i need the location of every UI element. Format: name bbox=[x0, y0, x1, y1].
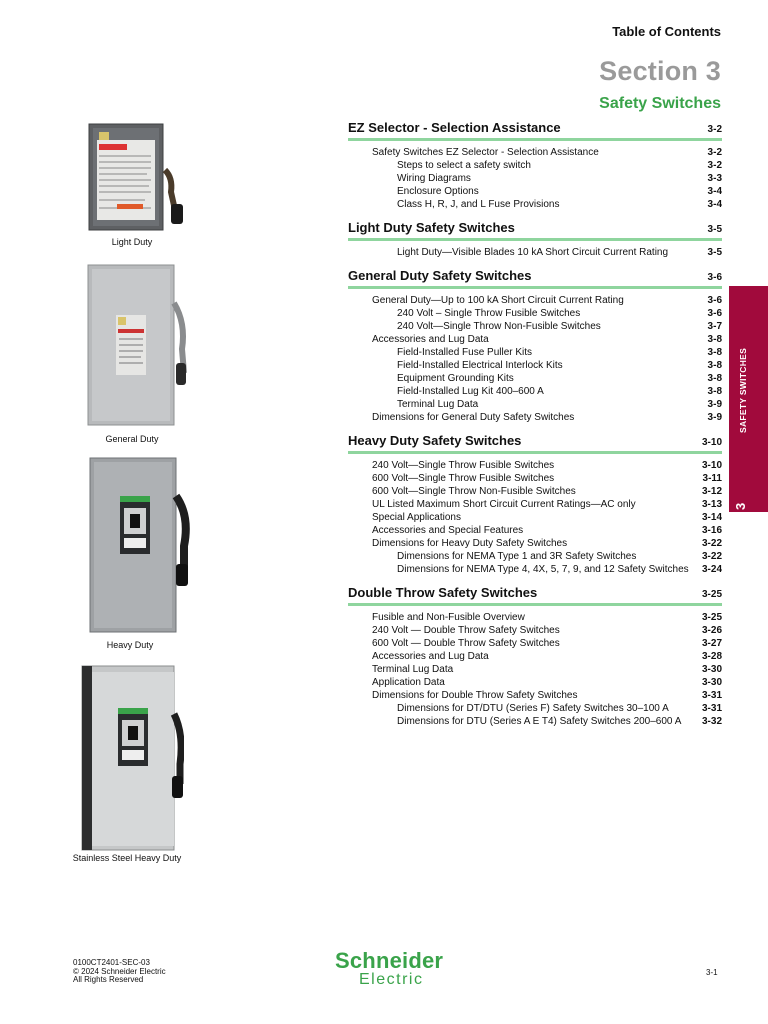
toc-entry[interactable] bbox=[348, 385, 722, 398]
toc-entry-page: 3-31 bbox=[701, 703, 722, 714]
toc-entry-text: Dimensions for Heavy Duty Safety Switches bbox=[372, 538, 568, 549]
toc-group bbox=[348, 216, 722, 264]
toc-divider bbox=[348, 238, 722, 241]
toc-entry-page: 3-4 bbox=[707, 186, 722, 197]
toc-entry[interactable] bbox=[348, 246, 722, 259]
toc-entry-text: 240 Volt – Single Throw Fusible Switches bbox=[397, 308, 581, 319]
copyright: © 2024 Schneider Electric bbox=[73, 966, 166, 976]
toc-entry-text: Dimensions for DT/DTU (Series F) Safety Switches 30–100 A bbox=[397, 703, 669, 714]
toc-group bbox=[348, 116, 722, 216]
toc-entry[interactable] bbox=[348, 159, 722, 172]
toc-entry-text: 600 Volt—Single Throw Fusible Switches bbox=[372, 473, 555, 484]
toc-entry[interactable] bbox=[348, 498, 722, 511]
caption-stainless-heavy-duty: Stainless Steel Heavy Duty bbox=[72, 853, 182, 863]
toc-entry-text: Dimensions for General Duty Safety Switches bbox=[372, 412, 575, 423]
toc-entry-text: Class H, R, J, and L Fuse Provisions bbox=[397, 199, 560, 210]
toc-entry-page: 3-8 bbox=[707, 347, 722, 358]
general-duty-switch-image bbox=[86, 263, 190, 429]
toc-entry[interactable] bbox=[348, 676, 722, 689]
toc-spacer bbox=[348, 728, 722, 733]
caption-heavy-duty: Heavy Duty bbox=[106, 640, 154, 650]
toc-divider bbox=[348, 286, 722, 289]
toc-group-heading[interactable] bbox=[348, 581, 722, 600]
toc-entry-page: 3-22 bbox=[701, 538, 722, 549]
toc-entry-text: Field-Installed Electrical Interlock Kits bbox=[397, 360, 563, 371]
toc-entry-text: Enclosure Options bbox=[397, 186, 479, 197]
toc-entry-page: 3-8 bbox=[707, 373, 722, 384]
toc-entry-page: 3-30 bbox=[701, 677, 722, 688]
toc-entry[interactable] bbox=[348, 511, 722, 524]
toc-group-title: Light Duty Safety Switches bbox=[348, 220, 515, 235]
toc-entry-text: 600 Volt — Double Throw Safety Switches bbox=[372, 638, 560, 649]
toc-entry-page: 3-5 bbox=[707, 247, 722, 258]
toc-entry-page: 3-22 bbox=[701, 551, 722, 562]
toc-entry[interactable] bbox=[348, 524, 722, 537]
toc-entry-text: 240 Volt—Single Throw Fusible Switches bbox=[372, 460, 555, 471]
toc-entry-text: Accessories and Lug Data bbox=[372, 651, 489, 662]
toc-group bbox=[348, 264, 722, 429]
toc-entry-text: Terminal Lug Data bbox=[397, 399, 479, 410]
toc-entry-text: Dimensions for NEMA Type 1 and 3R Safety Switches bbox=[397, 551, 637, 562]
toc-group bbox=[348, 429, 722, 581]
toc-entry-page: 3-4 bbox=[707, 199, 722, 210]
schneider-electric-logo bbox=[335, 950, 443, 988]
toc-entry-text: Field-Installed Fuse Puller Kits bbox=[397, 347, 533, 358]
toc-entry-page: 3-24 bbox=[701, 564, 722, 575]
toc-entry-page: 3-27 bbox=[701, 638, 722, 649]
toc-entry[interactable] bbox=[348, 146, 722, 159]
toc-entry-page: 3-7 bbox=[707, 321, 722, 332]
toc-group-title: EZ Selector - Selection Assistance bbox=[348, 120, 561, 135]
toc-entry-text: 240 Volt—Single Throw Non-Fusible Switches bbox=[397, 321, 601, 332]
light-duty-switch-image bbox=[87, 120, 191, 232]
toc-entry[interactable] bbox=[348, 320, 722, 333]
toc-entry-text: Dimensions for Double Throw Safety Switches bbox=[372, 690, 578, 701]
toc-entry[interactable] bbox=[348, 294, 722, 307]
toc-group-title: Heavy Duty Safety Switches bbox=[348, 433, 522, 448]
toc-entry-text: Terminal Lug Data bbox=[372, 664, 454, 675]
toc-group-page: 3-2 bbox=[707, 124, 722, 135]
toc-divider bbox=[348, 451, 722, 454]
toc-entry-page: 3-12 bbox=[701, 486, 722, 497]
toc-entry-page: 3-6 bbox=[707, 295, 722, 306]
toc-entry[interactable] bbox=[348, 702, 722, 715]
doc-id: 0100CT2401-SEC-03 bbox=[73, 958, 150, 967]
toc-entry[interactable] bbox=[348, 563, 722, 576]
toc-entry-page: 3-30 bbox=[701, 664, 722, 675]
toc-entry-text: Light Duty—Visible Blades 10 kA Short Circuit Current Rating bbox=[397, 247, 669, 258]
toc-entry[interactable] bbox=[348, 715, 722, 728]
toc-entry-page: 3-10 bbox=[701, 460, 722, 471]
toc-entry[interactable] bbox=[348, 637, 722, 650]
toc-group-page: 3-6 bbox=[707, 272, 722, 283]
toc-entry-text: Wiring Diagrams bbox=[397, 173, 471, 184]
toc-divider bbox=[348, 138, 722, 141]
side-tab-number: 3 bbox=[733, 502, 748, 510]
toc-group-page: 3-25 bbox=[701, 589, 722, 600]
toc-entry-text: Fusible and Non-Fusible Overview bbox=[372, 612, 525, 623]
toc-entry-page: 3-2 bbox=[707, 147, 722, 158]
page-number: 3-1 bbox=[706, 968, 718, 977]
toc-entry[interactable] bbox=[348, 689, 722, 702]
toc-entry-text: Safety Switches EZ Selector - Selection Assistance bbox=[372, 147, 599, 158]
toc-entry-text: Application Data bbox=[372, 677, 445, 688]
toc-entry[interactable] bbox=[348, 198, 722, 211]
footer-info bbox=[73, 959, 166, 985]
toc-group-heading[interactable] bbox=[348, 216, 722, 235]
toc-entry[interactable] bbox=[348, 611, 722, 624]
toc-divider bbox=[348, 603, 722, 606]
toc-entry-page: 3-8 bbox=[707, 334, 722, 345]
toc-entry[interactable] bbox=[348, 459, 722, 472]
toc-entry-page: 3-6 bbox=[707, 308, 722, 319]
toc-entry-page: 3-8 bbox=[707, 360, 722, 371]
toc-entry-page: 3-8 bbox=[707, 386, 722, 397]
toc-entry[interactable] bbox=[348, 624, 722, 637]
toc-entry-page: 3-25 bbox=[701, 612, 722, 623]
toc-group-page: 3-5 bbox=[707, 224, 722, 235]
toc-title: Table of Contents bbox=[612, 24, 721, 39]
toc-entry[interactable] bbox=[348, 411, 722, 424]
rights: All Rights Reserved bbox=[73, 975, 144, 984]
toc-group-heading[interactable] bbox=[348, 429, 722, 448]
toc-group-page: 3-10 bbox=[701, 437, 722, 448]
toc-entry-text: Dimensions for NEMA Type 4, 4X, 5, 7, 9, and 12 Safety Switches bbox=[397, 564, 689, 575]
section-side-tab[interactable] bbox=[729, 286, 768, 512]
caption-general-duty: General Duty bbox=[105, 434, 159, 444]
logo-line-1: Schneider bbox=[335, 948, 444, 973]
toc-entry-page: 3-11 bbox=[702, 473, 722, 484]
heavy-duty-switch-image bbox=[86, 456, 190, 636]
toc-entry-text: Dimensions for DTU (Series A E T4) Safety Switches 200–600 A bbox=[397, 716, 682, 727]
toc-entry-page: 3-14 bbox=[701, 512, 722, 523]
toc-entry-page: 3-3 bbox=[707, 173, 722, 184]
toc-entry[interactable] bbox=[348, 172, 722, 185]
toc-entry-text: UL Listed Maximum Short Circuit Current Ratings—AC only bbox=[372, 499, 636, 510]
toc-entry-page: 3-28 bbox=[701, 651, 722, 662]
caption-light-duty: Light Duty bbox=[111, 237, 153, 247]
toc-group-heading[interactable] bbox=[348, 264, 722, 283]
toc-group-title: General Duty Safety Switches bbox=[348, 268, 532, 283]
toc-entry[interactable] bbox=[348, 185, 722, 198]
toc-entry-text: 600 Volt—Single Throw Non-Fusible Switches bbox=[372, 486, 576, 497]
toc-entry-text: 240 Volt — Double Throw Safety Switches bbox=[372, 625, 560, 636]
toc-entry-text: Field-Installed Lug Kit 400–600 A bbox=[397, 386, 544, 397]
toc-entry-page: 3-9 bbox=[707, 412, 722, 423]
toc-entry[interactable] bbox=[348, 663, 722, 676]
toc-entry[interactable] bbox=[348, 537, 722, 550]
toc-entry-text: Equipment Grounding Kits bbox=[397, 373, 514, 384]
side-tab-label: SAFETY SWITCHES bbox=[738, 347, 748, 433]
toc-entry[interactable] bbox=[348, 372, 722, 385]
toc-entry-text: Accessories and Lug Data bbox=[372, 334, 489, 345]
toc-entry[interactable] bbox=[348, 398, 722, 411]
toc-group bbox=[348, 581, 722, 733]
stainless-heavy-duty-switch-image bbox=[80, 664, 184, 854]
toc-group-heading[interactable] bbox=[348, 116, 722, 135]
toc-entry-text: Special Applications bbox=[372, 512, 461, 523]
toc-group-title: Double Throw Safety Switches bbox=[348, 585, 538, 600]
toc-entry[interactable] bbox=[348, 307, 722, 320]
toc-entry-text: General Duty—Up to 100 kA Short Circuit Current Rating bbox=[372, 295, 624, 306]
toc-entry-page: 3-26 bbox=[701, 625, 722, 636]
table-of-contents bbox=[348, 116, 722, 733]
toc-entry[interactable] bbox=[348, 346, 722, 359]
toc-entry[interactable] bbox=[348, 333, 722, 346]
toc-entry-page: 3-31 bbox=[701, 690, 722, 701]
toc-entry-page: 3-13 bbox=[701, 499, 722, 510]
section-number: Section 3 bbox=[599, 56, 721, 86]
toc-entry[interactable] bbox=[348, 485, 722, 498]
toc-entry-page: 3-2 bbox=[707, 160, 722, 171]
toc-entry-page: 3-16 bbox=[701, 525, 722, 536]
toc-entry-text: Steps to select a safety switch bbox=[397, 160, 531, 171]
toc-entry[interactable] bbox=[348, 359, 722, 372]
toc-entry[interactable] bbox=[348, 472, 722, 485]
toc-entry[interactable] bbox=[348, 550, 722, 563]
toc-entry-page: 3-32 bbox=[701, 716, 722, 727]
logo-line-2: Electric bbox=[359, 971, 424, 988]
toc-entry[interactable] bbox=[348, 650, 722, 663]
section-title: Safety Switches bbox=[599, 95, 721, 112]
toc-entry-text: Accessories and Special Features bbox=[372, 525, 524, 536]
toc-entry-page: 3-9 bbox=[707, 399, 722, 410]
